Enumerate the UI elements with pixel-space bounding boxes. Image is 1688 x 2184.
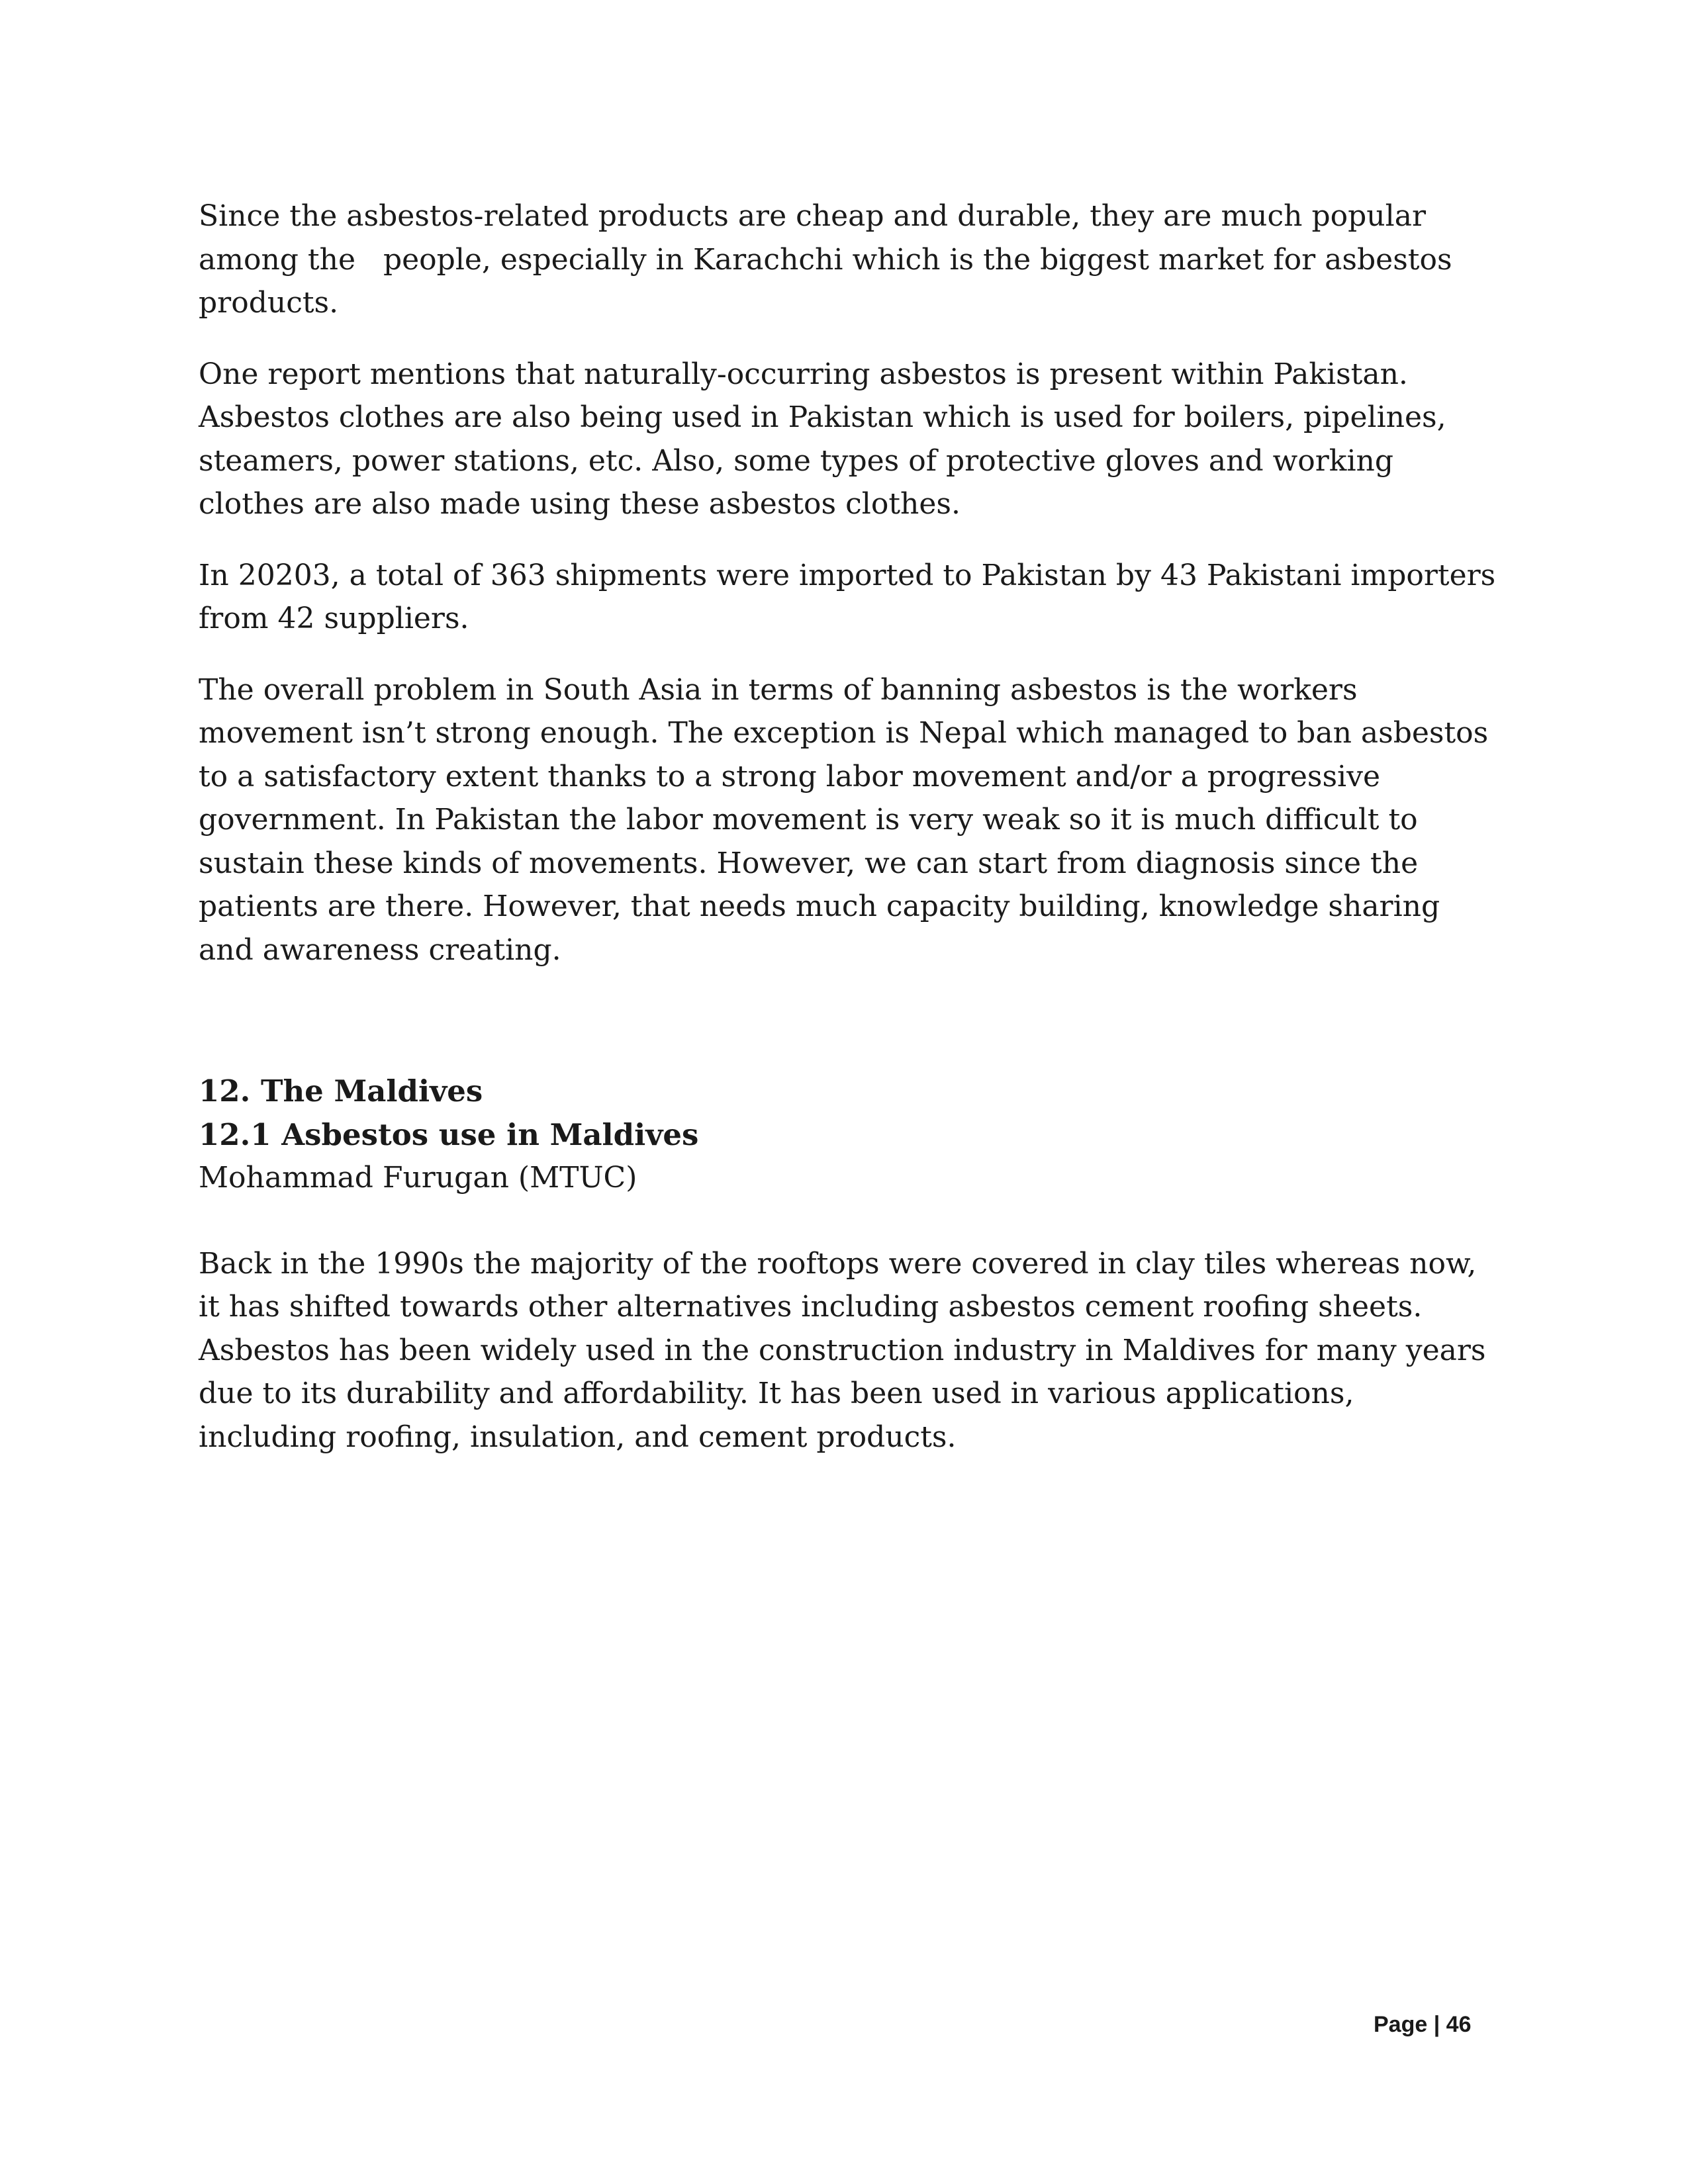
paragraph-asbestos-popularity: Since the asbestos-related products are cheap and durable, they are much popular among the people, especially in Karachchi which is the biggest market for asbestos products. [199, 199, 1462, 320]
section-maldives [199, 1069, 1496, 1200]
page-body [199, 195, 1496, 1459]
section-heading: 12. The Maldives [199, 1073, 483, 1109]
paragraph-natural-asbestos: One report mentions that naturally-occurring asbestos is present within Pakistan. Asbestos clothes are also being used in Pakistan which is used for boilers, pipelines, steamers, power stations, etc. Also, some types of protective gloves and working clothes are also made using these asbestos clothes. [199, 357, 1446, 521]
paragraph-south-asia-problem: The overall problem in South Asia in terms of banning asbestos is the workers movement isn’t strong enough. The exception is Nepal which managed to ban asbestos to a satisfactory extent thanks to a strong labor movement and/or a progressive government. In Pakistan the labor movement is very weak so it is much difficult to sustain these kinds of movements. However, we can start from diagnosis since the patients are there. However, that needs much capacity building, knowledge sharing and awareness creating. [199, 672, 1489, 967]
section-author: Mohammad Furugan (MTUC) [199, 1161, 637, 1195]
page-number: Page | 46 [1374, 2012, 1472, 2037]
section-subheading: 12.1 Asbestos use in Maldives [199, 1116, 699, 1152]
paragraph-maldives-rooftops: Back in the 1990s the majority of the rooftops were covered in clay tiles whereas now, it has shifted towards other alternatives including asbestos cement roofing sheets. Asbestos has been widely used in the construction industry in Maldives for many years due to its durability and affordability. It has been used in various applications, including roofing, insulation, and cement products. [199, 1246, 1486, 1454]
paragraph-shipments: In 20203, a total of 363 shipments were imported to Pakistan by 43 Pakistani importers from 42 suppliers. [199, 558, 1496, 635]
